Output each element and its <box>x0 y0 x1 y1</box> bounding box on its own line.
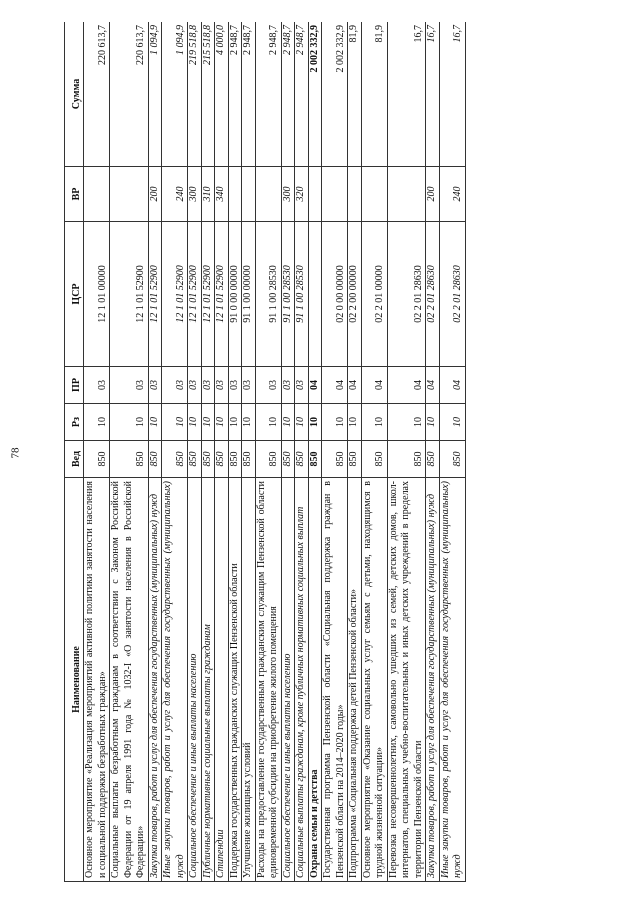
cell-pr: 04 <box>387 367 426 404</box>
cell-csr <box>308 222 322 367</box>
cell-pr: 03 <box>242 367 256 404</box>
table-row <box>215 22 229 882</box>
cell-csr: 12 1 01 52900 <box>148 222 162 367</box>
cell-sum: 2 002 332,9 <box>308 22 322 167</box>
cell-rz: 10 <box>387 404 426 441</box>
cell-ved: 850 <box>242 441 256 478</box>
cell-vr: 300 <box>281 167 295 222</box>
cell-pr: 03 <box>84 367 110 404</box>
cell-vr: 300 <box>188 167 202 222</box>
cell-vr <box>110 167 149 222</box>
cell-vr <box>308 167 322 222</box>
table-body <box>84 22 466 882</box>
cell-sum: 219 518,8 <box>188 22 202 167</box>
cell-sum: 2 002 332,9 <box>322 22 348 167</box>
cell-ved: 850 <box>84 441 110 478</box>
cell-vr <box>242 167 256 222</box>
cell-name: Социальное обеспечение и иные выплаты населению <box>281 478 295 882</box>
cell-rz: 10 <box>426 404 440 441</box>
cell-ved: 850 <box>148 441 162 478</box>
cell-sum: 16,7 <box>387 22 426 167</box>
cell-csr: 02 2 01 28630 <box>439 222 465 367</box>
cell-rz: 10 <box>110 404 149 441</box>
cell-ved: 850 <box>201 441 215 478</box>
table-row <box>201 22 215 882</box>
cell-pr: 04 <box>426 367 440 404</box>
cell-vr <box>84 167 110 222</box>
cell-sum: 1 094,9 <box>162 22 188 167</box>
cell-sum: 4 000,0 <box>215 22 229 167</box>
cell-ved: 850 <box>188 441 202 478</box>
cell-vr: 240 <box>439 167 465 222</box>
cell-pr: 04 <box>361 367 387 404</box>
cell-csr: 91 1 00 28530 <box>281 222 295 367</box>
table-row <box>281 22 295 882</box>
cell-vr <box>255 167 281 222</box>
cell-pr: 03 <box>162 367 188 404</box>
cell-csr: 02 2 01 28630 <box>387 222 426 367</box>
cell-rz: 10 <box>215 404 229 441</box>
cell-name: Государственная программа Пензенской области «Социальная поддержка граждан в Пензенской области на 2014–2020 годы» <box>322 478 348 882</box>
cell-name: Закупка товаров, работ и услуг для обеспечения государственных (муниципальных) нужд <box>148 478 162 882</box>
cell-sum: 220 613,7 <box>84 22 110 167</box>
cell-rz: 10 <box>84 404 110 441</box>
cell-ved: 850 <box>110 441 149 478</box>
table-row <box>188 22 202 882</box>
cell-name: Улучшение жилищных условий <box>242 478 256 882</box>
cell-ved: 850 <box>281 441 295 478</box>
header-pr: ПР <box>65 367 84 404</box>
cell-rz: 10 <box>255 404 281 441</box>
budget-table-frame <box>64 22 612 882</box>
cell-ved: 850 <box>215 441 229 478</box>
cell-rz: 10 <box>228 404 242 441</box>
cell-sum: 2 948,7 <box>255 22 281 167</box>
cell-ved: 850 <box>361 441 387 478</box>
table-row <box>308 22 322 882</box>
cell-csr: 02 0 00 00000 <box>322 222 348 367</box>
cell-vr: 320 <box>295 167 309 222</box>
cell-sum: 2 948,7 <box>295 22 309 167</box>
cell-rz: 10 <box>281 404 295 441</box>
cell-csr: 12 1 01 52900 <box>188 222 202 367</box>
cell-pr: 04 <box>322 367 348 404</box>
cell-vr <box>348 167 362 222</box>
cell-sum: 16,7 <box>426 22 440 167</box>
cell-ved: 850 <box>255 441 281 478</box>
cell-sum: 220 613,7 <box>110 22 149 167</box>
cell-rz: 10 <box>162 404 188 441</box>
cell-sum: 2 948,7 <box>281 22 295 167</box>
table-row <box>295 22 309 882</box>
cell-name: Подпрограмма «Социальная поддержка детей Пензенской области» <box>348 478 362 882</box>
table-row <box>148 22 162 882</box>
cell-sum: 81,9 <box>348 22 362 167</box>
cell-vr <box>387 167 426 222</box>
cell-ved: 850 <box>162 441 188 478</box>
page-number: 78 <box>9 447 21 458</box>
cell-pr: 03 <box>281 367 295 404</box>
header-csr: ЦСР <box>65 222 84 367</box>
header-vr: ВР <box>65 167 84 222</box>
cell-name: Социальные выплаты гражданам, кроме публичных нормативных социальных выплат <box>295 478 309 882</box>
cell-rz: 10 <box>201 404 215 441</box>
cell-vr <box>322 167 348 222</box>
cell-vr: 200 <box>148 167 162 222</box>
cell-rz: 10 <box>295 404 309 441</box>
cell-name: Публичные нормативные социальные выплаты гражданам <box>201 478 215 882</box>
table-row <box>426 22 440 882</box>
cell-ved: 850 <box>439 441 465 478</box>
cell-name: Иные закупки товаров, работ и услуг для обеспечения государственных (муниципальных) нужд <box>439 478 465 882</box>
cell-name: Социальные выплаты безработным гражданам в соответствии с Законом Российской Федерации от 19 апреля 1991 года № 1032-I «О занятости населения в Российской Федерации» <box>110 478 149 882</box>
cell-ved: 850 <box>348 441 362 478</box>
cell-rz: 10 <box>361 404 387 441</box>
cell-sum: 215 518,8 <box>201 22 215 167</box>
table-row <box>228 22 242 882</box>
table-row <box>387 22 426 882</box>
cell-name: Стипендии <box>215 478 229 882</box>
cell-pr: 03 <box>295 367 309 404</box>
cell-name: Охрана семьи и детства <box>308 478 322 882</box>
table-row <box>322 22 348 882</box>
cell-name: Основное мероприятие «Реализация мероприятий активной политики занятости населения и социальной поддержки безработных граждан» <box>84 478 110 882</box>
cell-pr: 03 <box>255 367 281 404</box>
cell-sum: 2 948,7 <box>228 22 242 167</box>
cell-vr: 310 <box>201 167 215 222</box>
cell-name: Перевозка несовершеннолетних, самовольно ушедших из семей, детских домов, школ-интернатов, специальных учебно-воспитательных и иных детских учреждений в пределах территории Пензенской области <box>387 478 426 882</box>
cell-csr: 12 1 01 52900 <box>215 222 229 367</box>
cell-pr: 03 <box>110 367 149 404</box>
cell-ved: 850 <box>426 441 440 478</box>
cell-csr: 12 1 01 52900 <box>201 222 215 367</box>
cell-csr: 02 2 00 00000 <box>348 222 362 367</box>
cell-rz: 10 <box>188 404 202 441</box>
cell-sum: 16,7 <box>439 22 465 167</box>
cell-vr <box>228 167 242 222</box>
table-row <box>439 22 465 882</box>
cell-csr: 91 0 00 00000 <box>228 222 242 367</box>
cell-pr: 03 <box>228 367 242 404</box>
budget-table <box>64 22 466 882</box>
cell-pr: 04 <box>439 367 465 404</box>
cell-sum: 81,9 <box>361 22 387 167</box>
cell-rz: 10 <box>242 404 256 441</box>
header-ved: Вед <box>65 441 84 478</box>
table-row <box>84 22 110 882</box>
cell-csr: 91 1 00 00000 <box>242 222 256 367</box>
cell-csr: 02 2 01 00000 <box>361 222 387 367</box>
table-row <box>361 22 387 882</box>
cell-ved: 850 <box>387 441 426 478</box>
cell-rz: 10 <box>439 404 465 441</box>
cell-name: Поддержка государственных гражданских служащих Пензенской области <box>228 478 242 882</box>
cell-ved: 850 <box>308 441 322 478</box>
cell-ved: 850 <box>228 441 242 478</box>
cell-ved: 850 <box>295 441 309 478</box>
header-name: Наименование <box>65 478 84 882</box>
header-rz: Рз <box>65 404 84 441</box>
cell-pr: 04 <box>348 367 362 404</box>
cell-name: Закупка товаров, работ и услуг для обеспечения государственных (муниципальных) нужд <box>426 478 440 882</box>
cell-csr: 12 1 01 52900 <box>162 222 188 367</box>
cell-rz: 10 <box>148 404 162 441</box>
table-header-row <box>65 22 84 882</box>
cell-pr: 03 <box>201 367 215 404</box>
cell-csr: 02 2 01 28630 <box>426 222 440 367</box>
rotated-page-content <box>64 22 612 882</box>
cell-csr: 12 1 01 00000 <box>84 222 110 367</box>
table-row <box>110 22 149 882</box>
cell-pr: 03 <box>148 367 162 404</box>
cell-vr: 200 <box>426 167 440 222</box>
cell-rz: 10 <box>308 404 322 441</box>
cell-rz: 10 <box>348 404 362 441</box>
cell-csr: 91 1 00 28530 <box>295 222 309 367</box>
cell-sum: 2 948,7 <box>242 22 256 167</box>
cell-rz: 10 <box>322 404 348 441</box>
cell-name: Основное мероприятие «Оказание социальных услуг семьям с детьми, находящимся в трудной жизненной ситуации» <box>361 478 387 882</box>
cell-sum: 1 094,9 <box>148 22 162 167</box>
cell-csr: 12 1 01 52900 <box>110 222 149 367</box>
cell-vr: 240 <box>162 167 188 222</box>
cell-pr: 03 <box>188 367 202 404</box>
cell-vr: 340 <box>215 167 229 222</box>
cell-ved: 850 <box>322 441 348 478</box>
table-row <box>242 22 256 882</box>
table-row <box>348 22 362 882</box>
cell-name: Социальное обеспечение и иные выплаты населению <box>188 478 202 882</box>
cell-pr: 04 <box>308 367 322 404</box>
header-sum: Сумма <box>65 22 84 167</box>
cell-name: Расходы на предоставление государственным гражданским служащим Пензенской области единовременной субсидии на приобретение жилого помещения <box>255 478 281 882</box>
table-row <box>162 22 188 882</box>
page-number-container <box>0 0 30 905</box>
cell-vr <box>361 167 387 222</box>
cell-name: Иные закупки товаров, работ и услуг для обеспечения государственных (муниципальных) нужд <box>162 478 188 882</box>
table-row <box>255 22 281 882</box>
cell-pr: 03 <box>215 367 229 404</box>
cell-csr: 91 1 00 28530 <box>255 222 281 367</box>
